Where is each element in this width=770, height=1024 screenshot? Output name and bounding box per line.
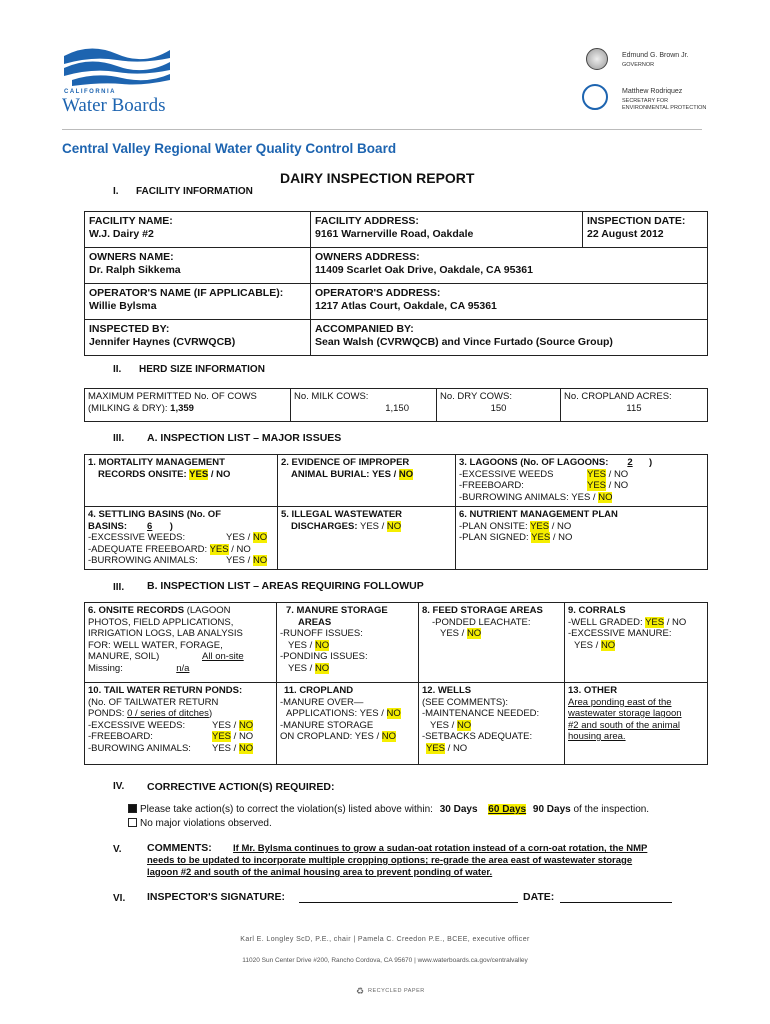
manure-yes: YES: [574, 639, 594, 651]
max-cows-label-2: (MILKING & DRY):: [88, 402, 168, 414]
tail-water-heading: 10. TAIL WATER RETURN PONDS:: [88, 685, 243, 696]
plan-onsite-label: -PLAN ONSITE:: [459, 520, 528, 532]
section-3a-heading: A. INSPECTION LIST – MAJOR ISSUES: [147, 432, 342, 444]
lagoon-weeds-label: -EXCESSIVE WEEDS: [459, 468, 554, 480]
on-cropland-no: NO: [381, 731, 396, 742]
plan-signed-label: -PLAN SIGNED:: [459, 532, 529, 543]
slash: /: [247, 555, 251, 566]
discharges-label: DISCHARGES:: [291, 520, 358, 532]
section-3b-heading: B. INSPECTION LIST – AREAS REQUIRING FOLLOWUP: [147, 580, 424, 592]
lagoon-freeboard-label: -FREEBOARD:: [459, 480, 524, 491]
settling-basins-heading: 4. SETTLING BASINS (No. OF: [88, 509, 222, 520]
nutrient-plan-heading: 6. NUTRIENT MANAGEMENT PLAN: [459, 509, 618, 520]
slash: /: [608, 468, 612, 480]
other-line-3: #2 and south of the animal: [568, 719, 680, 731]
inspected-by: Jennifer Haynes (CVRWQCB): [89, 336, 236, 348]
see-comments: (SEE COMMENTS):: [422, 696, 509, 708]
operator-name: Willie Bylsma: [89, 300, 157, 312]
no-violation-checkbox[interactable]: [128, 818, 137, 827]
tw-weeds-yes: YES: [212, 719, 232, 731]
facility-table: [84, 211, 708, 356]
major-issues-table: [84, 454, 708, 570]
tw-burrowing-no: NO: [238, 742, 254, 754]
slash: /: [393, 468, 397, 480]
animal-burial-no: NO: [398, 468, 414, 480]
signature-label: INSPECTOR'S SIGNATURE:: [147, 891, 286, 903]
applications-label: APPLICATIONS:: [286, 708, 358, 719]
section-4-heading: CORRECTIVE ACTION(S) REQUIRED:: [147, 781, 335, 793]
tw-freeboard-no: NO: [238, 731, 254, 742]
section-3b-num: III.: [113, 582, 125, 593]
setbacks-label: -SETBACKS ADEQUATE:: [422, 731, 533, 742]
comment-line-2: needs to be updated to incorporate multiple cropping options; re-grade the area east of wastewater storage: [147, 855, 633, 866]
basin-burrowing-yes: YES: [226, 555, 246, 566]
maintenance-yes: YES: [430, 719, 450, 731]
discharges-yes: YES: [359, 520, 379, 532]
section-2-num: II.: [113, 364, 122, 375]
milk-cows-value: 1,150: [385, 402, 409, 414]
ponded-leachate-label: -PONDED LEACHATE:: [432, 616, 531, 628]
followup-table: 6. ONSITE RECORDS (LAGOON PHOTOS, FIELD APPLICATIONS, IRRIGATION LOGS, LAB ANALYSIS FOR: WELL WATER, FORAGE, MANURE, SOIL) All on-site Missing: n/a 7. MANURE STORAGE AREAS -RUNOFF ISSUES: YES / NO -PONDING ISSUES: YES / NO 8. FEED STORAGE AREAS -PONDED LEACHATE: YES / NO 9. CORRALS -WELL GRADED: YES / NO -EXCESSIVE MANURE: YES / NO 10. TAIL WATER RETURN PONDS: (No. OF TAILWATER RETURN PONDS: 0 / series of ditches) -EXCESSIVE WEEDS: YES / NO -FREEBOARD: YES / NO -BUROWING ANIMALS: YES / NO 11. CROPLAND -MANURE OVER— APPLICATIONS: YES / NO -MANURE STORAGE ON CROPLAND: YES / NO 12. WELLS (SEE COMMENTS): -MAINTENANCE NEEDED: YES / NO -SETBACKS ADEQUATE: YES / NO 13. OTHER Area ponding east of the wastewater storage lagoon #2 and south of the animal housing area.: [84, 602, 708, 765]
date-label: DATE:: [523, 891, 555, 903]
records-onsite-no: NO: [216, 468, 231, 480]
slash: /: [595, 639, 599, 651]
on-cropland-yes: YES: [354, 731, 374, 742]
accompanied-by-label: ACCOMPANIED BY:: [315, 323, 414, 335]
tw-burrowing-yes: YES: [212, 742, 232, 754]
max-cows-label: MAXIMUM PERMITTED No. OF COWS: [88, 391, 257, 402]
records-onsite-yes: YES: [189, 468, 209, 480]
action-option-2: [128, 818, 272, 829]
basin-burrowing-label: -BURROWING ANIMALS:: [88, 555, 198, 566]
mortality-heading: 1. MORTALITY MANAGEMENT: [88, 457, 225, 468]
inspection-date-label: INSPECTION DATE:: [587, 215, 686, 227]
action-checkbox-checked[interactable]: [128, 804, 137, 813]
dry-cows-value: 150: [490, 402, 507, 414]
governor-name: Edmund G. Brown Jr.: [622, 52, 689, 59]
slash: /: [233, 719, 237, 731]
ponds-label: PONDS:: [88, 708, 125, 719]
dry-cows-label: No. DRY COWS:: [440, 391, 512, 402]
secretary-title-1: SECRETARY FOR: [622, 98, 669, 104]
tw-weeds-label: -EXCESSIVE WEEDS:: [88, 719, 186, 731]
owner-name-label: OWNERS NAME:: [89, 251, 174, 263]
corrals-heading: 9. CORRALS: [568, 605, 626, 616]
slash: /: [376, 731, 380, 742]
basins-close-paren: ): [169, 520, 173, 532]
slash: /: [447, 742, 451, 754]
days-90: 90 Days: [532, 804, 571, 815]
slash: /: [381, 708, 384, 719]
facility-name: W.J. Dairy #2: [89, 228, 154, 240]
other-heading: 13. OTHER: [568, 685, 618, 696]
board-name: Central Valley Regional Water Quality Control Board: [62, 141, 397, 156]
owner-address-label: OWNERS ADDRESS:: [315, 251, 420, 263]
basin-freeboard-yes: YES: [209, 543, 229, 555]
footer-address: 11020 Sun Center Drive #200, Rancho Cordova, CA 95670 | www.waterboards.ca.gov/centralvalley: [242, 957, 528, 964]
cropland-acres-value: 115: [626, 402, 642, 414]
slash: /: [451, 719, 455, 731]
other-line-2: wastewater storage lagoon: [568, 708, 682, 719]
tw-freeboard-yes: YES: [212, 731, 232, 742]
plan-signed-yes: YES: [531, 532, 551, 543]
slash: /: [210, 468, 214, 480]
slash: /: [381, 520, 385, 532]
tail-water-a: (No. OF TAILWATER RETURN: [88, 696, 219, 708]
basin-weeds-yes: YES: [226, 532, 246, 543]
maintenance-no: NO: [456, 719, 472, 731]
basins-label: BASINS:: [88, 520, 128, 532]
manure-storage-crop-label: -MANURE STORAGE: [280, 719, 374, 731]
basin-freeboard-no: NO: [236, 543, 251, 555]
runoff-no: NO: [314, 639, 330, 651]
milk-cows-label: No. MILK COWS:: [294, 391, 369, 402]
tw-weeds-no: NO: [238, 719, 254, 731]
days-60: 60 Days: [488, 804, 527, 815]
lagoon-burrowing-no: NO: [598, 491, 613, 503]
lagoon-freeboard-no: NO: [613, 480, 629, 491]
date-line[interactable]: [560, 902, 672, 903]
slash: /: [231, 543, 234, 555]
comment-line-1: If Mr. Bylsma continues to grow a sudan-oat rotation instead of a corn-oat rotation, the NMP: [233, 843, 648, 854]
calepa-seal-icon: [582, 84, 608, 110]
slash: /: [309, 662, 313, 674]
leachate-yes: YES: [440, 628, 460, 639]
animal-burial-label: ANIMAL BURIAL:: [291, 468, 370, 480]
setbacks-yes: YES: [426, 742, 446, 754]
lagoons-count: 2: [627, 457, 633, 468]
slash: /: [552, 532, 556, 543]
manure-storage-heading-2: AREAS: [298, 616, 332, 628]
other-line-1: Area ponding east of the: [568, 696, 672, 708]
operator-address: 1217 Atlas Court, Oakdale, CA 95361: [315, 300, 497, 312]
herd-table: [84, 388, 708, 422]
lagoon-weeds-yes: YES: [587, 468, 607, 480]
signature-line[interactable]: [299, 902, 518, 903]
setbacks-no: NO: [452, 742, 468, 754]
operator-name-label: OPERATOR'S NAME (IF APPLICABLE):: [89, 287, 284, 299]
maintenance-needed-label: -MAINTENANCE NEEDED:: [422, 708, 540, 719]
report-title: DAIRY INSPECTION REPORT: [280, 170, 475, 186]
missing-value: n/a: [176, 662, 190, 674]
action-option-1: [128, 804, 649, 815]
owner-name: Dr. Ralph Sikkema: [89, 264, 181, 276]
cropland-heading: 11. CROPLAND: [284, 685, 354, 696]
applications-no: NO: [386, 708, 401, 719]
onsite-records-value: All on-site: [202, 651, 244, 662]
slash: /: [551, 520, 555, 532]
onsite-records-d: FOR: WELL WATER, FORAGE,: [88, 639, 223, 651]
basin-weeds-no: NO: [252, 532, 268, 543]
leachate-no: NO: [466, 628, 482, 639]
accompanied-by: Sean Walsh (CVRWQCB) and Vince Furtado (Source Group): [315, 336, 613, 348]
section-6-num: VI.: [113, 893, 126, 904]
onsite-records-b: PHOTOS, FIELD APPLICATIONS,: [88, 616, 234, 628]
action-option-1-end: of the inspection.: [573, 804, 650, 815]
slash: /: [666, 616, 670, 628]
improper-burial-heading: 2. EVIDENCE OF IMPROPER: [281, 457, 410, 468]
wave-logo-icon: [62, 44, 172, 88]
lagoon-burrowing-yes: YES: [571, 491, 591, 503]
footer-officers: Karl E. Longley ScD, P.E., chair | Pamela C. Creedon P.E., BCEE, executive officer: [240, 936, 530, 943]
ponding-no: NO: [314, 662, 330, 674]
slash: /: [233, 742, 237, 754]
governor-title: GOVERNOR: [622, 62, 655, 68]
inspected-by-label: INSPECTED BY:: [89, 323, 170, 335]
facility-address: 9161 Warnerville Road, Oakdale: [315, 228, 474, 240]
basin-burrowing-no: NO: [252, 555, 268, 566]
ponds-value: 0 / series of ditches: [127, 708, 209, 719]
manure-no: NO: [600, 639, 616, 651]
basin-weeds-label: -EXCESSIVE WEEDS:: [88, 532, 186, 543]
section-3a-num: III.: [113, 433, 125, 444]
ponding-yes: YES: [288, 662, 308, 674]
onsite-records-heading: 6. ONSITE RECORDS: [88, 605, 185, 616]
secretary-title-2: ENVIRONMENTAL PROTECTION: [622, 105, 707, 111]
slash: /: [461, 628, 465, 639]
action-option-1-text: Please take action(s) to correct the violation(s) listed above within:: [140, 804, 433, 815]
slash: /: [309, 639, 313, 651]
max-cows-value: 1,359: [170, 402, 194, 414]
owner-address: 11409 Scarlet Oak Drive, Oakdale, CA 95361: [315, 264, 533, 276]
runoff-issues-label: -RUNOFF ISSUES:: [280, 628, 363, 639]
well-graded-yes: YES: [645, 616, 665, 628]
logo-text: Water Boards: [62, 95, 166, 116]
excessive-manure-label: -EXCESSIVE MANURE:: [568, 628, 672, 639]
facility-name-label: FACILITY NAME:: [89, 215, 173, 227]
slash: /: [247, 532, 251, 543]
lagoon-burrowing-label: -BURROWING ANIMALS:: [459, 491, 569, 503]
days-30: 30 Days: [439, 804, 478, 815]
ponding-issues-label: -PONDING ISSUES:: [280, 651, 368, 662]
feed-storage-heading: 8. FEED STORAGE AREAS: [422, 605, 543, 616]
section-2-heading: HERD SIZE INFORMATION: [139, 364, 265, 375]
section-1-heading: FACILITY INFORMATION: [136, 186, 253, 197]
animal-burial-yes: YES: [371, 468, 391, 480]
inspection-date: 22 August 2012: [587, 228, 664, 240]
tw-burrowing-label: -BUROWING ANIMALS:: [88, 742, 191, 754]
illegal-wastewater-heading: 5. ILLEGAL WASTEWATER: [281, 509, 403, 520]
slash: /: [608, 480, 612, 491]
on-cropland-label: ON CROPLAND:: [280, 731, 353, 742]
section-4-num: IV.: [113, 781, 125, 792]
secretary-name: Matthew Rodriquez: [622, 88, 683, 95]
runoff-yes: YES: [288, 639, 308, 651]
lagoons-heading: 3. LAGOONS (No. OF LAGOONS:: [459, 457, 609, 468]
onsite-records-a: (LAGOON: [186, 605, 231, 616]
header-divider: [62, 129, 702, 130]
onsite-records-e: MANURE, SOIL): [88, 651, 160, 662]
plan-signed-no: NO: [558, 532, 573, 543]
action-option-2-text: No major violations observed.: [140, 818, 272, 829]
cropland-acres-label: No. CROPLAND ACRES:: [564, 391, 672, 402]
discharges-no: NO: [386, 520, 402, 532]
other-line-4: housing area.: [568, 731, 626, 742]
slash: /: [592, 491, 596, 503]
comment-line-3: lagoon #2 and south of the animal housing area to prevent ponding of water.: [147, 867, 493, 878]
wells-heading: 12. WELLS: [422, 685, 472, 696]
lagoons-close-paren: ): [649, 457, 653, 468]
missing-label: Missing:: [88, 662, 123, 674]
lagoon-weeds-no: NO: [613, 468, 629, 480]
section-5-num: V.: [113, 844, 122, 855]
well-graded-label: -WELL GRADED:: [568, 616, 643, 628]
state-seal-icon: [586, 48, 608, 70]
onsite-records-c: IRRIGATION LOGS, LAB ANALYSIS: [88, 628, 243, 639]
manure-storage-heading: 7. MANURE STORAGE: [286, 605, 388, 616]
recycled-text: RECYCLED PAPER: [368, 988, 425, 994]
manure-over-label: -MANURE OVER—: [280, 696, 364, 708]
lagoon-freeboard-yes: YES: [587, 480, 607, 491]
comments-heading: COMMENTS:: [147, 842, 212, 854]
section-1-num: I.: [113, 186, 119, 197]
applications-yes: YES: [359, 708, 379, 719]
well-graded-no: NO: [672, 616, 687, 628]
facility-address-label: FACILITY ADDRESS:: [315, 215, 419, 227]
basins-count: 6: [147, 520, 153, 532]
basin-freeboard-label: -ADEQUATE FREEBOARD:: [88, 543, 208, 555]
water-boards-logo: [62, 44, 192, 122]
plan-onsite-yes: YES: [530, 520, 550, 532]
recycled-icon: ♻: [356, 986, 365, 996]
records-onsite-label: RECORDS ONSITE:: [98, 468, 187, 480]
operator-address-label: OPERATOR'S ADDRESS:: [315, 287, 441, 299]
logo-small-text: CALIFORNIA: [64, 89, 116, 95]
slash: /: [233, 731, 237, 742]
tw-freeboard-label: -FREEBOARD:: [88, 731, 153, 742]
plan-onsite-no: NO: [557, 520, 572, 532]
